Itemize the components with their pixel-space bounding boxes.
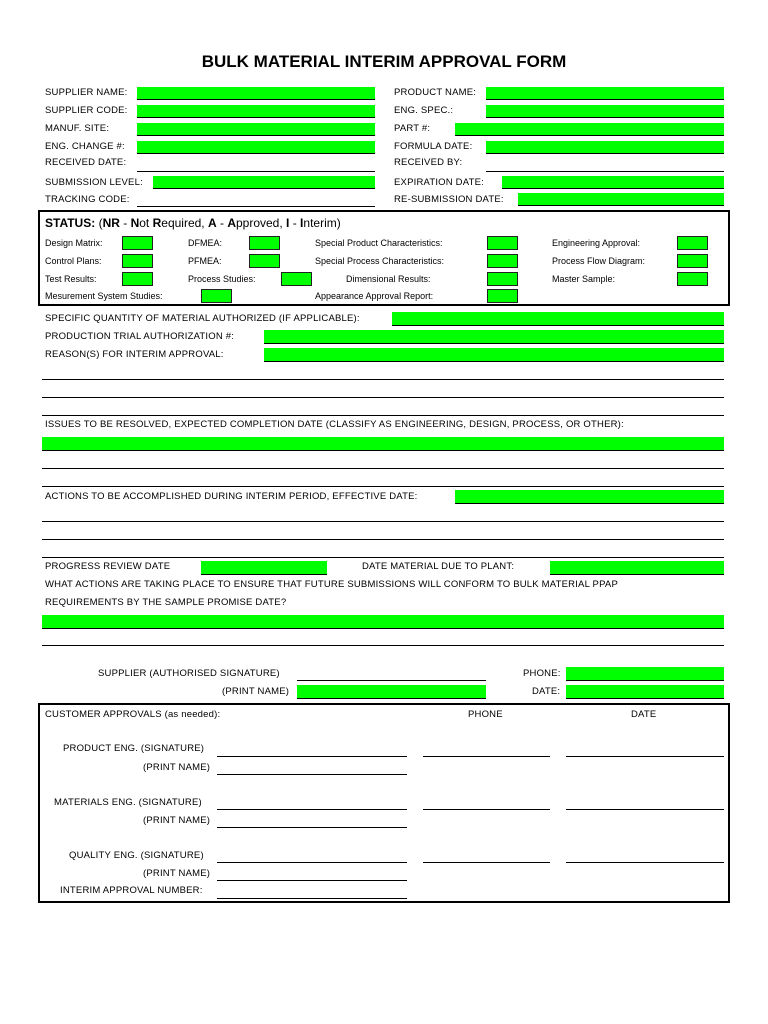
what-actions-field[interactable]: [42, 615, 724, 629]
status-master-sample-box[interactable]: [677, 272, 708, 286]
manuf-site-field[interactable]: [137, 123, 375, 136]
product-eng-print-label: (PRINT NAME): [143, 762, 211, 773]
status-i-rest: nterim): [303, 216, 341, 230]
specific-quantity-field[interactable]: [392, 312, 724, 326]
supplier-date-field[interactable]: [566, 685, 724, 699]
status-a-code: A: [207, 216, 217, 230]
materials-eng-date-line[interactable]: [566, 809, 724, 810]
customer-approvals-heading: CUSTOMER APPROVALS (as needed):: [45, 709, 221, 720]
production-trial-label: PRODUCTION TRIAL AUTHORIZATION #:: [45, 331, 235, 342]
product-eng-phone-line[interactable]: [423, 756, 550, 757]
status-test-results-label: Test Results:: [45, 274, 97, 284]
status-process-studies-box[interactable]: [281, 272, 312, 286]
actions-line-2[interactable]: [42, 539, 724, 540]
quality-eng-print-line[interactable]: [217, 880, 407, 881]
supplier-signature-line[interactable]: [297, 680, 486, 681]
status-nr-rest2: equired,: [161, 216, 208, 230]
status-test-results-box[interactable]: [122, 272, 153, 286]
re-submission-date-label: RE-SUBMISSION DATE:: [394, 194, 504, 205]
status-special-product-label: Special Product Characteristics:: [315, 238, 443, 248]
status-master-sample-label: Master Sample:: [552, 274, 616, 284]
product-eng-signature-label: PRODUCT ENG. (SIGNATURE): [63, 743, 205, 754]
form-title: BULK MATERIAL INTERIM APPROVAL FORM: [201, 52, 567, 71]
issues-line-1[interactable]: [42, 468, 724, 469]
received-by-line[interactable]: [486, 171, 724, 172]
received-date-label: RECEIVED DATE:: [45, 157, 127, 168]
issues-field[interactable]: [42, 437, 724, 451]
status-nr-code: NR: [102, 216, 120, 230]
quality-eng-date-line[interactable]: [566, 862, 724, 863]
status-appearance-box[interactable]: [487, 289, 518, 303]
reasons-field[interactable]: [264, 348, 724, 362]
materials-eng-print-line[interactable]: [217, 827, 407, 828]
manuf-site-label: MANUF. SITE:: [45, 123, 110, 134]
eng-spec-field[interactable]: [486, 105, 724, 118]
status-i-sep: -: [289, 216, 301, 230]
materials-eng-signature-label: MATERIALS ENG. (SIGNATURE): [54, 797, 202, 808]
received-date-line[interactable]: [137, 171, 375, 172]
product-name-field[interactable]: [486, 87, 724, 100]
status-control-plans-label: Control Plans:: [45, 256, 102, 266]
what-actions-line[interactable]: [42, 645, 724, 646]
status-msa-label: Mesurement System Studies:: [45, 291, 163, 301]
status-pfmea-label: PFMEA:: [188, 256, 222, 266]
status-heading-prefix: STATUS:: [45, 216, 96, 230]
product-eng-date-line[interactable]: [566, 756, 724, 757]
received-by-label: RECEIVED BY:: [394, 157, 463, 168]
actions-date-field[interactable]: [455, 490, 724, 504]
supplier-print-name-field[interactable]: [297, 685, 486, 699]
status-i-code: I: [286, 216, 290, 230]
reasons-line-3[interactable]: [42, 415, 724, 416]
status-engineering-approval-label: Engineering Approval:: [552, 238, 641, 248]
date-due-label: DATE MATERIAL DUE TO PLANT:: [362, 561, 515, 572]
product-eng-print-line[interactable]: [217, 774, 407, 775]
customer-phone-header: PHONE: [468, 709, 503, 720]
status-design-matrix-box[interactable]: [122, 236, 153, 250]
supplier-code-label: SUPPLIER CODE:: [45, 105, 128, 116]
interim-approval-number-line[interactable]: [217, 898, 407, 899]
status-nr-sep: -: [119, 216, 131, 230]
actions-line-3[interactable]: [42, 557, 724, 558]
part-number-label: PART #:: [394, 123, 431, 134]
supplier-phone-label: PHONE:: [523, 668, 561, 679]
part-number-field[interactable]: [455, 123, 724, 136]
progress-review-field[interactable]: [201, 561, 327, 575]
supplier-phone-field[interactable]: [566, 667, 724, 681]
status-appearance-label: Appearance Approval Report:: [315, 291, 434, 301]
status-pfmea-box[interactable]: [249, 254, 280, 268]
product-eng-signature-line[interactable]: [217, 756, 407, 757]
expiration-date-field[interactable]: [502, 176, 724, 189]
status-nr-second: R: [152, 216, 162, 230]
expiration-date-label: EXPIRATION DATE:: [394, 177, 484, 188]
materials-eng-print-label: (PRINT NAME): [143, 815, 211, 826]
status-process-studies-label: Process Studies:: [188, 274, 256, 284]
quality-eng-signature-label: QUALITY ENG. (SIGNATURE): [69, 850, 204, 861]
product-name-label: PRODUCT NAME:: [394, 87, 477, 98]
status-design-matrix-label: Design Matrix:: [45, 238, 103, 248]
production-trial-field[interactable]: [264, 330, 724, 344]
what-actions-line2: REQUIREMENTS BY THE SAMPLE PROMISE DATE?: [45, 597, 287, 608]
reasons-line-1[interactable]: [42, 379, 724, 380]
what-actions-line1: WHAT ACTIONS ARE TAKING PLACE TO ENSURE THAT FUTURE SUBMISSIONS WILL CONFORM TO BULK MATERIAL PPAP: [45, 579, 618, 590]
tracking-code-label: TRACKING CODE:: [45, 194, 130, 205]
status-engineering-approval-box[interactable]: [677, 236, 708, 250]
status-dfmea-label: DFMEA:: [188, 238, 223, 248]
submission-level-field[interactable]: [153, 176, 375, 189]
status-special-process-label: Special Process Characteristics:: [315, 256, 445, 266]
status-paren-open: (: [98, 216, 103, 230]
materials-eng-signature-line[interactable]: [217, 809, 407, 810]
reasons-label: REASON(S) FOR INTERIM APPROVAL:: [45, 349, 224, 360]
status-process-flow-label: Process Flow Diagram:: [552, 256, 646, 266]
status-a-first: A: [227, 216, 236, 230]
quality-eng-phone-line[interactable]: [423, 862, 550, 863]
status-nr-rest1: ot: [139, 216, 153, 230]
status-dimensional-results-box[interactable]: [487, 272, 518, 286]
status-a-sep: -: [216, 216, 228, 230]
status-dimensional-results-label: Dimensional Results:: [346, 274, 431, 284]
status-nr-first: N: [130, 216, 140, 230]
tracking-code-line[interactable]: [137, 206, 375, 207]
supplier-name-field[interactable]: [137, 87, 375, 100]
quality-eng-signature-line[interactable]: [217, 862, 407, 863]
specific-quantity-label: SPECIFIC QUANTITY OF MATERIAL AUTHORIZED (IF APPLICABLE):: [45, 313, 360, 324]
formula-date-label: FORMULA DATE:: [394, 141, 473, 152]
status-process-flow-box[interactable]: [677, 254, 708, 268]
status-i-first: I: [300, 216, 304, 230]
eng-change-field[interactable]: [137, 141, 375, 154]
submission-level-label: SUBMISSION LEVEL:: [45, 177, 143, 188]
formula-date-field[interactable]: [486, 141, 724, 154]
materials-eng-phone-line[interactable]: [423, 809, 550, 810]
supplier-date-label: DATE:: [532, 686, 561, 697]
customer-date-header: DATE: [631, 709, 657, 720]
status-special-process-box[interactable]: [487, 254, 518, 268]
reasons-line-2[interactable]: [42, 397, 724, 398]
status-special-product-box[interactable]: [487, 236, 518, 250]
status-heading: [45, 216, 341, 230]
re-submission-date-field[interactable]: [518, 193, 724, 206]
quality-eng-print-label: (PRINT NAME): [143, 868, 211, 879]
supplier-name-label: SUPPLIER NAME:: [45, 87, 128, 98]
supplier-signature-label: SUPPLIER (AUTHORISED SIGNATURE): [98, 668, 280, 679]
date-due-field[interactable]: [550, 561, 724, 575]
interim-approval-number-label: INTERIM APPROVAL NUMBER:: [60, 885, 203, 896]
status-a-rest: pproved,: [235, 216, 287, 230]
actions-label: ACTIONS TO BE ACCOMPLISHED DURING INTERIM PERIOD, EFFECTIVE DATE:: [45, 491, 418, 502]
status-msa-box[interactable]: [201, 289, 232, 303]
issues-label: ISSUES TO BE RESOLVED, EXPECTED COMPLETION DATE (CLASSIFY AS ENGINEERING, DESIGN, PROCESS, OR OTHER):: [45, 419, 624, 430]
progress-review-label: PROGRESS REVIEW DATE: [45, 561, 171, 572]
status-control-plans-box[interactable]: [122, 254, 153, 268]
supplier-print-name-label: (PRINT NAME): [222, 686, 290, 697]
issues-line-2[interactable]: [42, 486, 724, 487]
eng-change-label: ENG. CHANGE #:: [45, 141, 125, 152]
actions-line-1[interactable]: [42, 521, 724, 522]
supplier-code-field[interactable]: [137, 105, 375, 118]
status-dfmea-box[interactable]: [249, 236, 280, 250]
eng-spec-label: ENG. SPEC.:: [394, 105, 454, 116]
